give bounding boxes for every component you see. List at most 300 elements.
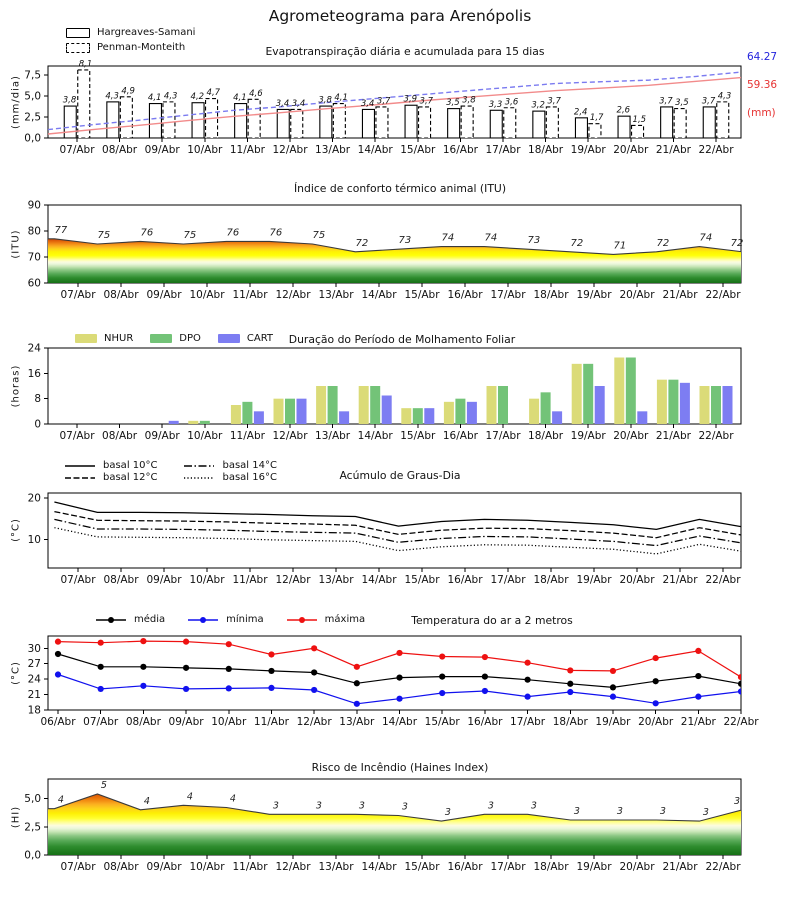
bar-dpo (626, 357, 636, 424)
x-tick-label: 14/Abr (357, 430, 393, 442)
bar-label-penman: 3,7 (376, 96, 391, 107)
legend-leaf-wetness (75, 333, 273, 344)
panel-evapotranspiracao (24, 59, 741, 156)
x-tick-label: 20/Abr (613, 144, 649, 156)
legend-item-basal-16 (183, 472, 276, 483)
area-fill (48, 794, 742, 855)
y-tick-label: 0 (34, 418, 41, 431)
x-tick-label: 15/Abr (404, 289, 440, 301)
x-tick-label: 10/Abr (211, 716, 247, 728)
bar-dpo (541, 392, 551, 424)
x-tick-label: 16/Abr (447, 574, 483, 586)
temp-marker (183, 686, 189, 692)
legend-item-basal-12 (64, 472, 157, 483)
point-label: 76 (226, 227, 240, 239)
x-tick-label: 15/Abr (400, 144, 436, 156)
bar-penman (248, 99, 260, 138)
point-label: 3 (616, 805, 623, 817)
bar-label-hargreaves: 3,8 (318, 95, 332, 106)
y-tick-label: 24 (27, 673, 41, 686)
point-label: 4 (229, 793, 236, 805)
panel-title-leaf-wetness: Duração do Período de Molhamento Foliar (288, 333, 516, 346)
bar-nhur (444, 402, 454, 424)
line-12c (54, 512, 742, 538)
x-tick-label: 18/Abr (528, 144, 564, 156)
temp-marker (567, 681, 573, 687)
bar-cart (467, 402, 477, 424)
bar-label-penman: 1,7 (589, 113, 604, 124)
x-tick-label: 07/Abr (60, 861, 96, 873)
temp-marker (140, 683, 146, 689)
mínima-label: mínima (226, 614, 264, 625)
temp-marker (695, 673, 701, 679)
x-tick-label: 16/Abr (442, 144, 478, 156)
temp-marker (354, 701, 360, 707)
x-tick-label: 10/Abr (189, 574, 225, 586)
x-tick-label: 14/Abr (357, 144, 393, 156)
x-tick-label: 17/Abr (510, 716, 546, 728)
bar-label-hargreaves: 3,4 (360, 98, 375, 109)
bar-penman (163, 102, 175, 138)
x-tick-label: 11/Abr (229, 144, 265, 156)
temp-marker (226, 685, 232, 691)
panel-title-itu: Índice de conforto térmico animal (ITU) (293, 182, 507, 195)
temp-marker (311, 645, 317, 651)
temp-marker (695, 694, 701, 700)
bar-cart (595, 386, 605, 424)
panel-haines (24, 779, 742, 873)
temp-marker (439, 653, 445, 659)
legend-item-máxima (286, 614, 365, 625)
temp-marker (610, 684, 616, 690)
x-tick-label: 10/Abr (189, 861, 225, 873)
x-tick-label: 19/Abr (576, 574, 612, 586)
bar-hargreaves (235, 104, 247, 138)
legend-degree-days (64, 460, 277, 483)
bar-nhur (700, 386, 710, 424)
legend-item-média (95, 614, 165, 625)
média-label: média (134, 614, 166, 625)
x-tick-label: 22/Abr (705, 574, 741, 586)
x-tick-label: 19/Abr (570, 430, 606, 442)
bar-label-hargreaves: 3,3 (488, 99, 503, 110)
x-tick-label: 12/Abr (296, 716, 332, 728)
x-tick-label: 18/Abr (552, 716, 588, 728)
y-tick-label: 0,0 (24, 849, 41, 862)
y-tick-label: 2,5 (24, 111, 41, 124)
x-tick-label: 16/Abr (447, 861, 483, 873)
x-tick-label: 15/Abr (400, 430, 436, 442)
y-tick-label: 10 (27, 533, 41, 546)
temp-marker (183, 639, 189, 645)
bar-label-penman: 3,7 (419, 96, 434, 107)
cart-swatch (218, 334, 240, 343)
temp-marker (98, 640, 104, 646)
x-tick-label: 12/Abr (275, 289, 311, 301)
bar-hargreaves (448, 109, 460, 138)
bar-hargreaves (575, 118, 587, 138)
x-tick-label: 13/Abr (339, 716, 375, 728)
bar-nhur (401, 408, 411, 424)
point-label: 5 (100, 779, 107, 791)
x-tick-label: 09/Abr (144, 144, 180, 156)
bar-dpo (328, 386, 338, 424)
bar-cart (169, 421, 179, 424)
temp-marker (396, 696, 402, 702)
x-tick-label: 19/Abr (570, 144, 606, 156)
point-label: 74 (441, 232, 455, 244)
x-tick-label: 08/Abr (103, 289, 139, 301)
point-label: 3 (315, 800, 322, 812)
x-tick-label: 15/Abr (424, 716, 460, 728)
panel-itu (28, 200, 744, 302)
x-tick-label: 19/Abr (576, 289, 612, 301)
basal-12-swatch (64, 473, 96, 483)
y-tick-label: 21 (27, 689, 41, 702)
y-tick-label: 5,0 (24, 90, 41, 103)
bar-hargreaves (64, 106, 76, 138)
temp-marker (482, 688, 488, 694)
bar-hargreaves (277, 109, 289, 138)
bar-label-hargreaves: 4,2 (190, 92, 205, 103)
bar-nhur (529, 399, 539, 424)
x-tick-label: 09/Abr (146, 574, 182, 586)
penman-monteith-label: Penman-Monteith (97, 42, 186, 53)
x-tick-label: 21/Abr (680, 716, 716, 728)
panel-title-degree-days: Acúmulo de Graus-Dia (339, 469, 461, 482)
x-tick-label: 08/Abr (103, 861, 139, 873)
panel-title-fire-risk: Risco de Incêndio (Haines Index) (311, 761, 489, 774)
bar-hargreaves (661, 107, 673, 138)
mínima-swatch (187, 615, 219, 625)
x-tick-label: 13/Abr (315, 144, 351, 156)
x-tick-label: 18/Abr (533, 574, 569, 586)
point-label: 4 (57, 794, 64, 806)
temp-marker (567, 689, 573, 695)
hargreaves-samani-swatch (66, 28, 90, 38)
x-tick-label: 20/Abr (638, 716, 674, 728)
x-tick-label: 21/Abr (655, 430, 691, 442)
bar-penman (376, 107, 388, 138)
temp-line (58, 654, 741, 687)
point-label: 3 (272, 800, 279, 812)
bar-penman (717, 102, 729, 138)
point-label: 72 (656, 237, 670, 249)
x-tick-label: 13/Abr (315, 430, 351, 442)
panel-molhamento-foliar (28, 342, 741, 442)
bar-dpo (498, 386, 508, 424)
point-label: 3 (733, 795, 741, 807)
y-tick-label: 7,5 (24, 69, 41, 82)
x-tick-label: 22/Abr (705, 861, 741, 873)
x-tick-label: 14/Abr (361, 289, 397, 301)
bar-hargreaves (320, 106, 332, 138)
x-tick-label: 18/Abr (533, 289, 569, 301)
series-máxima (55, 638, 744, 680)
legend-item-penman-monteith (66, 42, 195, 53)
line-14c (54, 519, 742, 545)
bar-penman (291, 109, 303, 138)
legend-item-mínima (187, 614, 264, 625)
x-tick-label: 10/Abr (187, 430, 223, 442)
temp-marker (396, 675, 402, 681)
bar-nhur (572, 364, 582, 424)
temp-marker (55, 651, 61, 657)
temp-marker (268, 668, 274, 674)
x-tick-label: 09/Abr (146, 289, 182, 301)
bar-nhur (359, 386, 369, 424)
cumulative-penman-total: 64.27 (747, 51, 778, 63)
y-tick-label: 16 (27, 367, 41, 380)
cart-label: CART (246, 333, 274, 344)
basal-10-label: basal 10°C (103, 460, 158, 471)
bar-hargreaves (149, 104, 161, 138)
penman-monteith-swatch (66, 43, 90, 53)
bar-label-hargreaves: 3,7 (701, 96, 716, 107)
x-tick-label: 21/Abr (662, 574, 698, 586)
page-title: Agrometeograma para Arenópolis (268, 7, 532, 25)
bar-dpo (455, 399, 465, 424)
point-label: 77 (54, 224, 68, 236)
y-tick-label: 18 (27, 704, 41, 717)
temp-marker (55, 671, 61, 677)
temp-marker (482, 654, 488, 660)
temp-marker (695, 648, 701, 654)
area-fill (48, 239, 742, 283)
point-label: 72 (730, 237, 744, 249)
x-tick-label: 22/Abr (705, 289, 741, 301)
bar-penman (546, 107, 558, 138)
x-tick-label: 19/Abr (595, 716, 631, 728)
bar-penman (504, 108, 516, 138)
bar-penman (632, 125, 644, 138)
panel-graus-dia (28, 492, 743, 586)
y-tick-label: 80 (27, 225, 41, 238)
x-tick-label: 15/Abr (404, 574, 440, 586)
bar-penman (78, 70, 90, 138)
line-10c (54, 502, 742, 529)
x-tick-label: 08/Abr (102, 144, 138, 156)
bar-nhur (614, 357, 624, 424)
x-tick-label: 17/Abr (490, 861, 526, 873)
point-label: 73 (398, 235, 412, 247)
x-tick-label: 22/Abr (723, 716, 759, 728)
bar-label-penman: 8,1 (78, 59, 93, 70)
point-label: 76 (140, 227, 154, 239)
temp-marker (98, 686, 104, 692)
dpo-swatch (150, 334, 172, 343)
ylabel-mm-dia: (mm/dia) (10, 75, 22, 129)
point-label: 3 (401, 801, 408, 813)
x-tick-label: 16/Abr (467, 716, 503, 728)
point-label: 74 (699, 232, 713, 244)
temp-marker (396, 650, 402, 656)
x-tick-label: 13/Abr (318, 861, 354, 873)
bar-label-penman: 4,3 (717, 91, 732, 102)
x-tick-label: 16/Abr (442, 430, 478, 442)
point-label: 3 (487, 800, 494, 812)
temp-marker (98, 664, 104, 670)
bar-label-hargreaves: 4,3 (105, 91, 119, 102)
x-tick-label: 20/Abr (613, 430, 649, 442)
x-tick-label: 11/Abr (232, 861, 268, 873)
legend-item-basal-14 (183, 460, 276, 471)
x-tick-label: 18/Abr (528, 430, 564, 442)
bar-nhur (487, 386, 497, 424)
bar-hargreaves (618, 116, 630, 138)
bar-dpo (370, 386, 380, 424)
panel-temperatura (28, 636, 760, 728)
cumulative-hargreaves-total: 59.36 (747, 79, 778, 91)
point-label: 72 (570, 237, 584, 249)
bar-label-penman: 4,1 (334, 93, 348, 104)
bar-label-penman: 4,7 (206, 88, 221, 99)
bar-label-hargreaves: 3,4 (275, 98, 290, 109)
point-label: 3 (444, 807, 451, 819)
ylabel-celsius-temp: (°C) (10, 661, 22, 685)
x-tick-label: 22/Abr (698, 430, 734, 442)
x-tick-label: 10/Abr (189, 289, 225, 301)
bar-penman (419, 107, 431, 138)
bar-penman (461, 106, 473, 138)
y-tick-label: 24 (27, 342, 41, 355)
hargreaves-samani-label: Hargreaves-Samani (97, 27, 196, 38)
x-tick-label: 07/Abr (59, 144, 95, 156)
x-tick-label: 13/Abr (318, 574, 354, 586)
x-tick-label: 07/Abr (59, 430, 95, 442)
x-tick-label: 21/Abr (662, 289, 698, 301)
x-tick-label: 20/Abr (619, 861, 655, 873)
point-label: 73 (527, 235, 541, 247)
bar-hargreaves (107, 102, 119, 138)
bar-label-hargreaves: 2,6 (616, 105, 631, 116)
bar-label-penman: 3,4 (291, 98, 306, 109)
y-tick-label: 27 (27, 658, 41, 671)
bar-nhur (188, 421, 198, 424)
nhur-label: NHUR (104, 333, 134, 344)
bar-label-penman: 3,7 (547, 96, 561, 107)
point-label: 3 (358, 800, 365, 812)
temp-line (58, 641, 741, 677)
bar-cart (552, 411, 562, 424)
x-tick-label: 17/Abr (485, 144, 521, 156)
bar-hargreaves (533, 111, 545, 138)
basal-14-swatch (183, 461, 215, 471)
nhur-swatch (75, 334, 97, 343)
bar-dpo (711, 386, 721, 424)
x-tick-label: 12/Abr (272, 144, 308, 156)
temp-marker (226, 641, 232, 647)
line-16c (54, 528, 742, 554)
point-label: 3 (573, 805, 580, 817)
bar-nhur (231, 405, 241, 424)
x-tick-label: 11/Abr (232, 574, 268, 586)
x-tick-label: 14/Abr (381, 716, 418, 728)
bar-label-hargreaves: 3,7 (659, 96, 673, 107)
bar-dpo (200, 421, 210, 424)
y-tick-label: 2,5 (24, 821, 41, 834)
temp-marker (653, 655, 659, 661)
x-tick-label: 21/Abr (655, 144, 691, 156)
temp-marker (268, 685, 274, 691)
point-label: 4 (186, 791, 193, 803)
point-label: 75 (97, 230, 111, 241)
axes-frame (48, 348, 741, 424)
x-tick-label: 10/Abr (187, 144, 223, 156)
bar-cart (637, 411, 647, 424)
x-tick-label: 11/Abr (232, 289, 268, 301)
x-tick-label: 20/Abr (619, 289, 655, 301)
bar-label-hargreaves: 3,2 (531, 100, 545, 111)
bar-label-hargreaves: 2,4 (573, 107, 588, 118)
y-tick-label: 70 (27, 251, 41, 264)
x-tick-label: 12/Abr (272, 430, 308, 442)
temp-marker (567, 667, 573, 673)
x-tick-label: 09/Abr (144, 430, 180, 442)
y-tick-label: 30 (27, 642, 41, 655)
bar-label-hargreaves: 3,8 (62, 95, 77, 106)
temp-marker (482, 673, 488, 679)
basal-12-label: basal 12°C (103, 472, 158, 483)
legend-item-cart (218, 333, 273, 344)
bar-label-hargreaves: 3,9 (403, 94, 418, 105)
x-tick-label: 07/Abr (60, 574, 96, 586)
basal-16-label: basal 16°C (222, 472, 277, 483)
bar-dpo (413, 408, 423, 424)
x-tick-label: 12/Abr (275, 861, 311, 873)
temp-marker (55, 639, 61, 645)
ylabel-itu: (ITU) (10, 229, 22, 259)
x-tick-label: 06/Abr (40, 716, 76, 728)
point-label: 76 (269, 227, 283, 239)
bar-label-hargreaves: 3,5 (446, 98, 460, 109)
y-tick-label: 5,0 (24, 793, 41, 805)
x-tick-label: 09/Abr (146, 861, 182, 873)
temp-marker (268, 651, 274, 657)
x-tick-label: 08/Abr (103, 574, 139, 586)
bar-cart (680, 383, 690, 424)
bar-penman (674, 109, 686, 138)
point-label: 3 (530, 800, 537, 812)
point-label: 4 (143, 795, 150, 807)
y-tick-label: 60 (27, 277, 41, 290)
máxima-label: máxima (324, 614, 366, 625)
point-label: 75 (312, 230, 326, 241)
point-label: 71 (613, 240, 627, 252)
basal-16-swatch (183, 473, 215, 483)
temp-marker (140, 664, 146, 670)
evapo-bars (64, 70, 729, 138)
temp-marker (140, 638, 146, 644)
bar-label-penman: 4,6 (249, 88, 263, 99)
bar-label-hargreaves: 4,1 (233, 93, 247, 104)
legend-item-nhur (75, 333, 133, 344)
temp-marker (311, 669, 317, 675)
basal-10-swatch (64, 461, 96, 471)
bar-label-penman: 4,9 (121, 86, 135, 97)
x-tick-label: 16/Abr (447, 289, 483, 301)
temp-marker (439, 690, 445, 696)
legend-item-hargreaves-samani (66, 27, 195, 38)
temp-marker (439, 673, 445, 679)
temp-marker (610, 668, 616, 674)
bar-cart (424, 408, 434, 424)
panel-title-evapotranspiration: Evapotranspiração diária e acumulada para 15 dias (265, 45, 545, 58)
point-label: 75 (183, 230, 197, 241)
bar-hargreaves (405, 105, 417, 138)
bar-cart (723, 386, 733, 424)
média-swatch (95, 615, 127, 625)
